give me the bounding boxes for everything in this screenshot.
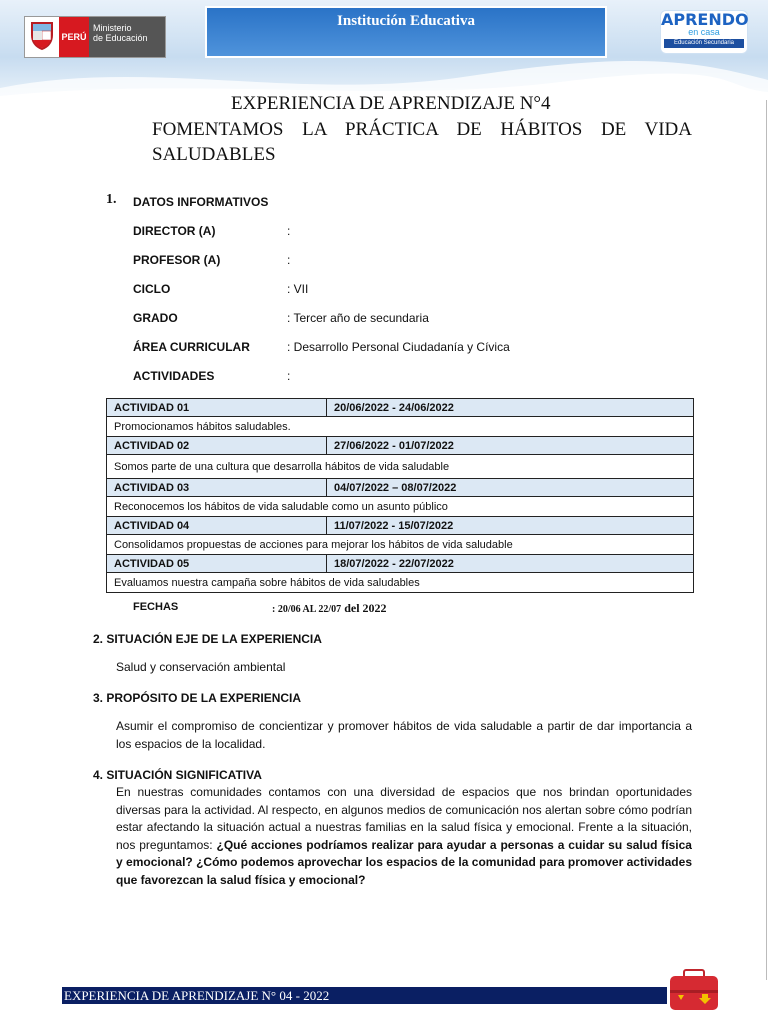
fechas-range: : 20/06 AL 22/07 (272, 604, 342, 615)
info-value: : (287, 224, 291, 238)
activity-name: ACTIVIDAD 05 (107, 555, 327, 573)
info-label: GRADO (133, 311, 178, 325)
activity-dates: 27/06/2022 - 01/07/2022 (327, 437, 694, 455)
aprendo-band: Educación Secundaria (664, 39, 744, 48)
activity-header-row (107, 479, 694, 497)
fechas-year: del 2022 (341, 601, 387, 615)
activities-table (106, 398, 694, 593)
page-edge-line (766, 100, 767, 980)
info-label: DIRECTOR (A) (133, 224, 216, 238)
activity-header-row (107, 517, 694, 535)
activity-description-row (107, 455, 694, 479)
activity-description: Somos parte de una cultura que desarrolla hábitos de vida saludable (107, 455, 694, 479)
info-label: ACTIVIDADES (133, 369, 215, 383)
activity-name: ACTIVIDAD 02 (107, 437, 327, 455)
footer-bar: EXPERIENCIA DE APRENDIZAJE N° 04 - 2022 (62, 987, 667, 1004)
info-label: ÁREA CURRICULAR (133, 340, 250, 354)
activity-dates: 11/07/2022 - 15/07/2022 (327, 517, 694, 535)
aprendo-en-casa-logo (660, 10, 748, 54)
activity-name: ACTIVIDAD 01 (107, 399, 327, 417)
aprendo-title: APRENDO (661, 10, 749, 29)
activity-name: ACTIVIDAD 04 (107, 517, 327, 535)
info-label: CICLO (133, 282, 171, 296)
briefcase-icon (668, 968, 720, 1012)
info-value: : Desarrollo Personal Ciudadanía y Cívica (287, 340, 510, 354)
activity-name: ACTIVIDAD 03 (107, 479, 327, 497)
ministry-name-line1: Ministerio (93, 23, 132, 33)
section4-heading: 4. SITUACIÓN SIGNIFICATIVA (93, 768, 262, 782)
ministry-logo (24, 16, 166, 58)
activity-header-row (107, 555, 694, 573)
activity-description: Evaluamos nuestra campaña sobre hábitos de vida saludables (107, 573, 694, 593)
ministry-country: PERÚ (59, 17, 89, 57)
info-value: : VII (287, 282, 309, 296)
activity-header-row (107, 437, 694, 455)
coat-of-arms-icon (25, 17, 59, 55)
activity-dates: 18/07/2022 - 22/07/2022 (327, 555, 694, 573)
activity-description: Promocionamos hábitos saludables. (107, 417, 694, 437)
activity-description-row (107, 417, 694, 437)
section1-heading: DATOS INFORMATIVOS (133, 195, 269, 209)
info-value: : (287, 369, 291, 383)
section3-heading: 3. PROPÓSITO DE LA EXPERIENCIA (93, 691, 302, 705)
activity-header-row (107, 399, 694, 417)
activity-description: Consolidamos propuestas de acciones para mejorar los hábitos de vida saludable (107, 535, 694, 555)
activity-dates: 20/06/2022 - 24/06/2022 (327, 399, 694, 417)
activity-description-row (107, 535, 694, 555)
activity-description-row (107, 497, 694, 517)
institution-title: Institución Educativa (205, 6, 607, 58)
aprendo-subtitle: en casa (688, 27, 720, 37)
experience-title: EXPERIENCIA DE APRENDIZAJE N°4 (231, 93, 551, 114)
section1-number: 1. (106, 192, 117, 207)
fechas-label: FECHAS (133, 601, 179, 613)
section4-text (116, 784, 692, 889)
ministry-name (89, 17, 165, 57)
section4-text-plain: En nuestras comunidades contamos con una diversidad de espacios que nos brindan oportunidades diversas para la actividad. Al respecto, en algunos medios de comunicación nos alertan sobre cómo podrían estar afectando la situación actual a nuestras familias en la salud física y emocional. Frente a la situación, nos preguntamos: (116, 785, 692, 852)
section2-heading: 2. SITUACIÓN EJE DE LA EXPERIENCIA (93, 632, 322, 646)
section4-questions: ¿Qué acciones podríamos realizar para ayudar a personas a cuidar su salud física y emocional? ¿Cómo podemos aprovechar los espacios de la comunidad para promover actividades que favorezcan la salud física y emocional? (116, 837, 692, 887)
ministry-name-line2: de Educación (93, 33, 148, 43)
info-value: : (287, 253, 291, 267)
section2-text: Salud y conservación ambiental (116, 660, 286, 674)
activity-description-row (107, 573, 694, 593)
activity-description: Reconocemos los hábitos de vida saludable como un asunto público (107, 497, 694, 517)
info-label: PROFESOR (A) (133, 253, 221, 267)
activity-dates: 04/07/2022 – 08/07/2022 (327, 479, 694, 497)
section3-text: Asumir el compromiso de concientizar y promover hábitos de vida saludable a partir de dar importancia a los espacios de la localidad. (116, 719, 692, 751)
experience-subtitle: FOMENTAMOS LA PRÁCTICA DE HÁBITOS DE VIDA SALUDABLES (152, 119, 692, 165)
fechas-value (272, 601, 387, 616)
info-value: : Tercer año de secundaria (287, 311, 429, 325)
